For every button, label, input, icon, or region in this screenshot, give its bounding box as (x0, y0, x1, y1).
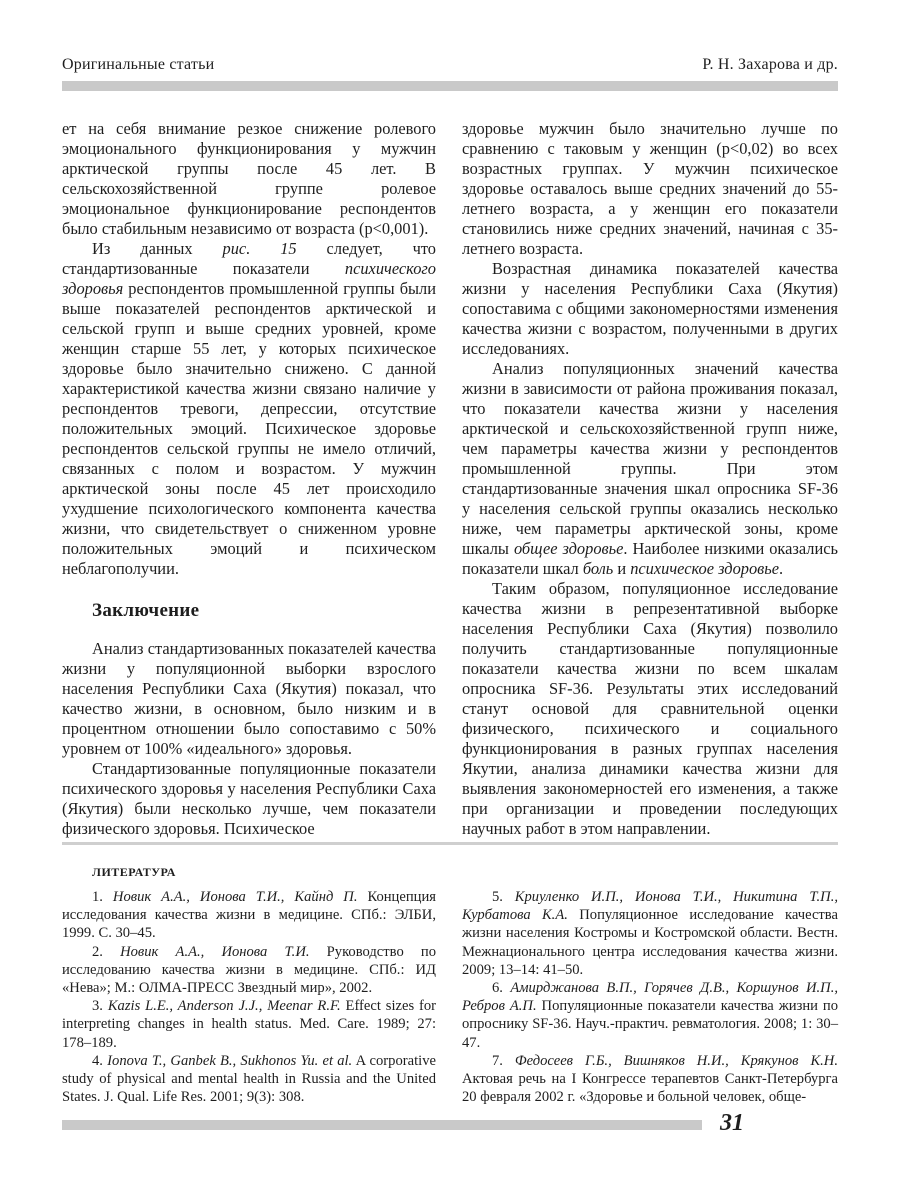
paragraph (462, 359, 838, 579)
italic-term: общее здоровье (513, 539, 624, 558)
reference-authors: Ionova T., Ganbek B., Sukhonos Yu. et al. (107, 1052, 353, 1069)
reference-authors: Новик А.А., Ионова Т.И. (120, 943, 310, 960)
right-column (462, 119, 838, 839)
italic-term: психическое здоровье (630, 559, 780, 578)
running-header-section: Оригинальные статьи (62, 56, 215, 73)
italic-term: боль (582, 559, 614, 578)
reference-item (62, 997, 436, 1052)
reference-authors: Kazis L.E., Anderson J.J., Meenar R.F. (107, 998, 341, 1015)
reference-number: 3. (92, 998, 103, 1015)
reference-number: 2. (92, 943, 103, 960)
figure-reference: рис. 15 (222, 239, 297, 258)
left-column (62, 119, 436, 839)
paragraph: здоровье мужчин было значительно лучше по сравнению с таковым у женщин (p<0,02) во всех возрастных группах. У мужчин психическое здоровье оставалось выше средних значений до 55-летнего возраста, а у женщин его показатели становились ниже средних значений, начиная с 35-летнего возраста. (462, 119, 838, 258)
reference-authors: Новик А.А., Ионова Т.И., Кайнд П. (112, 889, 358, 905)
reference-number: 4. (92, 1052, 103, 1069)
text-run: и (613, 559, 631, 578)
italic-term: психического здоровья (62, 259, 436, 298)
references-right-column (462, 888, 838, 1106)
reference-number: 6. (492, 980, 503, 997)
reference-text: Руководство по исследованию качества жизни в медицине. СПб.: ИД «Нева»; М.: ОЛМА-ПРЕСС Звездный мир», 2002. (62, 943, 436, 997)
paragraph: Анализ стандартизованных показателей качества жизни у популяционной выборки взрослого населения Республики Саха (Якутия) показал, что качество жизни, в основном, было низким и в процентном отношении было сопоставимо с 50% уровнем от 100% «идеального» здоровья. (62, 639, 436, 758)
header-rule (62, 81, 838, 91)
reference-number: 7. (492, 1052, 503, 1069)
footer-rule (62, 1120, 702, 1130)
reference-text: A corporative study of physical and mental health in Russia and the United States. J. Qual. Life Res. 2001; 9(3): 308. (62, 1052, 436, 1106)
text-run: Анализ популяционных значений качества жизни в зависимости от района проживания показал, что показатели качества жизни у населения арктической и сельскохозяйственной групп ниже, чем параметры качества жизни у респондентов промышленной группы. При этом стандартизованные значения шкал опросника SF-36 у населения сельской группы оказались несколько ниже, чем параметры арктической зоны, кроме шкалы (462, 359, 838, 558)
reference-item (462, 1052, 838, 1107)
reference-item (62, 888, 436, 943)
running-header-authors: Р. Н. Захарова и др. (702, 56, 838, 73)
reference-text: Effect sizes for interpreting changes in health status. Med. Care. 1989; 27: 178–189. (62, 998, 436, 1051)
section-heading: Заключение (92, 600, 200, 621)
reference-item (462, 888, 838, 979)
reference-text: Популяционное исследование качества жизни населения Костромы и Костромской области. Вестн. Межнационального центра исследования качества жизни. 2009; 13–14: 41–50. (462, 907, 838, 978)
paragraph: Возрастная динамика показателей качества жизни у населения Республики Саха (Якутия) сопоставима с общими закономерностями изменения качества жизни с возрастом, полученными в других исследованиях. (462, 259, 838, 358)
reference-number: 1. (92, 889, 103, 905)
reference-item (62, 1052, 436, 1107)
text-run: . Наиболее низкими оказались показатели шкал (462, 539, 839, 578)
reference-number: 5. (492, 889, 503, 905)
paragraph: ет на себя внимание резкое снижение ролевого эмоционального функционирования у мужчин арктической группы после 45 лет. В сельскохозяйственной группе ролевое эмоциональное функционирование респондентов было стабильным независимо от возраста (p<0,001). (62, 119, 436, 238)
reference-text: Актовая речь на I Конгрессе терапевтов Санкт-Петербурга 20 февраля 2002 г. «Здоровье и больной человек, обще- (462, 1071, 838, 1106)
references-heading: ЛИТЕРАТУРА (92, 865, 176, 879)
text-run: Из данных (92, 239, 223, 258)
reference-text: Концепция исследования качества жизни в медицине. СПб.: ЭЛБИ, 1999. С. 30–45. (62, 889, 436, 942)
reference-item (462, 979, 838, 1052)
paragraph: Стандартизованные популяционные показатели психического здоровья у населения Республики Саха (Якутия) были несколько лучше, чем показатели физического здоровья. Психическое (62, 759, 436, 838)
paragraph (62, 239, 436, 579)
paragraph: Таким образом, популяционное исследование качества жизни в репрезентативной выборке населения Республики Саха (Якутия) позволило получить стандартизованные популяционные показатели качества жизни по всем шкалам опросника SF-36. Результаты этих исследований станут основой для сравнительной оценки физического, психического и социального функционирования в разных группах населения Якутии, анализа динамики качества жизни для выявления закономерностей его изменения, а также при организации и проведении последующих научных работ в этом направлении. (462, 579, 838, 838)
reference-authors: Амирджанова В.П., Горячев Д.В., Коршунов И.П., Ребров А.П. (462, 980, 838, 1015)
references-rule (62, 842, 838, 845)
text-run: . (779, 559, 784, 578)
references-left-column (62, 888, 436, 1106)
reference-authors: Федосеев Г.Б., Вишняков Н.И., Крякунов К.Н. (514, 1052, 838, 1069)
page-number: 31 (720, 1110, 744, 1136)
text-run: следует, что стандартизованные показатели (62, 239, 436, 278)
reference-authors: Криуленко И.П., Ионова Т.И., Никитина Т.П., Курбатова К.А. (462, 889, 838, 924)
text-run: респондентов промышленной группы были выше показателей респондентов арктической и сельской групп и выше средних уровней, кроме женщин старше 55 лет, у которых психическое здоровье было значительно снижено. С данной характеристикой качества жизни связано наличие у респондентов тревоги, депрессии, отсутствие положительных эмоций. Психическое здоровье респондентов сельской группы не имело отличий, связанных с полом и возрастом. У мужчин арктической зоны после 45 лет происходило ухудшение психологического компонента качества жизни, что свидетельствует о сниженном уровне положительных эмоций и психическом неблагополучии. (62, 279, 436, 578)
reference-item (62, 943, 436, 998)
reference-text: Популяционные показатели качества жизни по опроснику SF-36. Науч.-практич. ревматология. 2008; 1: 30–47. (462, 998, 838, 1051)
